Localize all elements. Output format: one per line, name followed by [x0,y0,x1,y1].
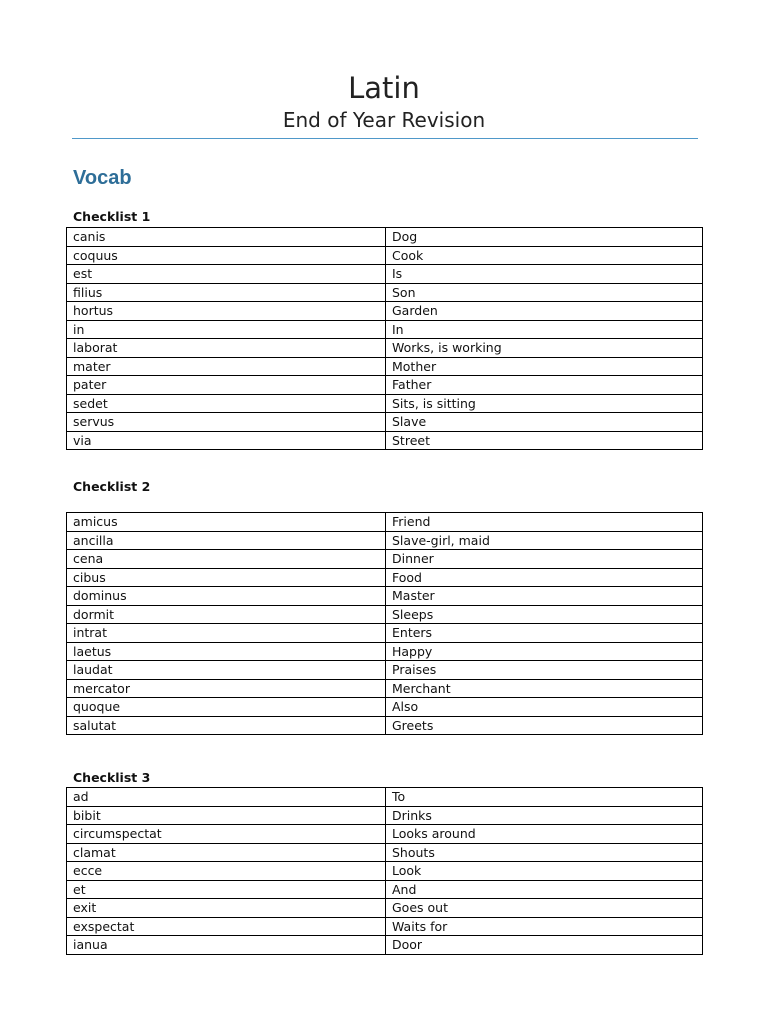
latin-word: ancilla [67,531,386,550]
latin-word: laudat [67,661,386,680]
table-row [67,642,703,661]
table-row [67,624,703,643]
checklist-3-table [66,787,703,955]
title-divider [72,138,698,139]
table-row [67,936,703,955]
english-meaning: Dog [386,228,703,247]
table-row [67,550,703,569]
latin-word: laetus [67,642,386,661]
table-row [67,568,703,587]
english-meaning: Sleeps [386,605,703,624]
english-meaning: In [386,320,703,339]
latin-word: in [67,320,386,339]
table-row [67,320,703,339]
checklist-3-label: Checklist 3 [73,770,151,785]
table-row [67,806,703,825]
latin-word: dormit [67,605,386,624]
english-meaning: Street [386,431,703,450]
english-meaning: Shouts [386,843,703,862]
table-row [67,587,703,606]
latin-word: est [67,265,386,284]
checklist-2-table [66,512,703,735]
table-row [67,394,703,413]
english-meaning: Sits, is sitting [386,394,703,413]
page-title: Latin [348,71,420,105]
english-meaning: Look [386,862,703,881]
table-row [67,265,703,284]
table-row [67,899,703,918]
table-row [67,513,703,532]
table-row [67,917,703,936]
table-row [67,302,703,321]
english-meaning: And [386,880,703,899]
latin-word: servus [67,413,386,432]
english-meaning: Garden [386,302,703,321]
english-meaning: Also [386,698,703,717]
english-meaning: Dinner [386,550,703,569]
latin-word: canis [67,228,386,247]
english-meaning: Happy [386,642,703,661]
table-row [67,788,703,807]
latin-word: exit [67,899,386,918]
latin-word: sedet [67,394,386,413]
latin-word: mater [67,357,386,376]
table-row [67,246,703,265]
latin-word: quoque [67,698,386,717]
english-meaning: Door [386,936,703,955]
latin-word: bibit [67,806,386,825]
english-meaning: Waits for [386,917,703,936]
latin-word: ad [67,788,386,807]
latin-word: amicus [67,513,386,532]
latin-word: coquus [67,246,386,265]
latin-word: filius [67,283,386,302]
table-row [67,843,703,862]
english-meaning: Mother [386,357,703,376]
latin-word: clamat [67,843,386,862]
english-meaning: Slave-girl, maid [386,531,703,550]
latin-word: circumspectat [67,825,386,844]
table-row [67,357,703,376]
table-row [67,531,703,550]
latin-word: intrat [67,624,386,643]
latin-word: pater [67,376,386,395]
checklist-1-table [66,227,703,450]
table-row [67,376,703,395]
english-meaning: Works, is working [386,339,703,358]
english-meaning: Merchant [386,679,703,698]
english-meaning: Is [386,265,703,284]
table-row [67,661,703,680]
checklist-1-label: Checklist 1 [73,209,151,224]
english-meaning: Father [386,376,703,395]
english-meaning: Praises [386,661,703,680]
latin-word: hortus [67,302,386,321]
table-row [67,716,703,735]
table-row [67,413,703,432]
table-row [67,862,703,881]
english-meaning: Son [386,283,703,302]
english-meaning: Slave [386,413,703,432]
english-meaning: Goes out [386,899,703,918]
table-row [67,228,703,247]
table-row [67,339,703,358]
english-meaning: Enters [386,624,703,643]
english-meaning: Drinks [386,806,703,825]
table-row [67,283,703,302]
english-meaning: Friend [386,513,703,532]
latin-word: dominus [67,587,386,606]
english-meaning: Cook [386,246,703,265]
latin-word: laborat [67,339,386,358]
latin-word: mercator [67,679,386,698]
table-row [67,431,703,450]
english-meaning: Looks around [386,825,703,844]
latin-word: via [67,431,386,450]
english-meaning: Master [386,587,703,606]
table-row [67,679,703,698]
table-row [67,825,703,844]
page-subtitle: End of Year Revision [282,108,486,132]
section-heading-vocab: Vocab [73,167,132,189]
latin-word: cibus [67,568,386,587]
latin-word: et [67,880,386,899]
latin-word: exspectat [67,917,386,936]
checklist-2-label: Checklist 2 [73,479,151,494]
latin-word: ianua [67,936,386,955]
latin-word: salutat [67,716,386,735]
table-row [67,698,703,717]
latin-word: ecce [67,862,386,881]
english-meaning: To [386,788,703,807]
table-row [67,605,703,624]
latin-word: cena [67,550,386,569]
table-row [67,880,703,899]
english-meaning: Greets [386,716,703,735]
english-meaning: Food [386,568,703,587]
